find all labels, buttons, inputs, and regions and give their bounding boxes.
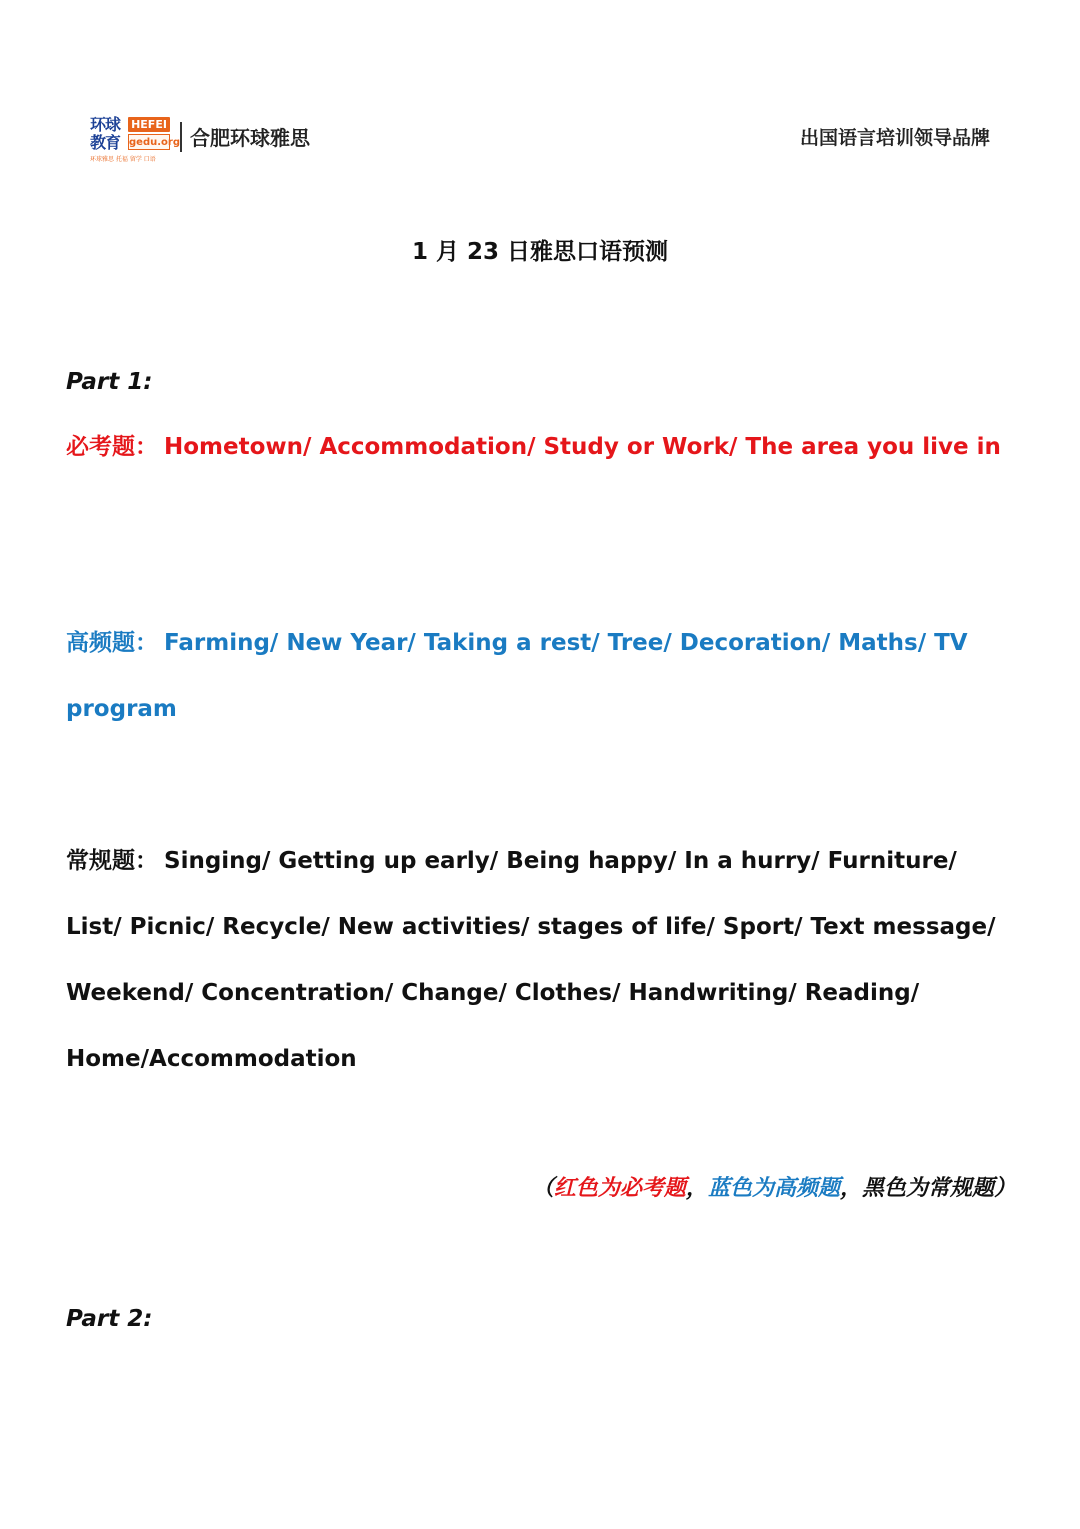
- part2-heading: Part 2:: [66, 1306, 153, 1332]
- color-legend: [532, 1172, 1016, 1206]
- page-title: 1 月 23 日雅思口语预测: [411, 239, 669, 265]
- high-frequency-label: 高频题：: [66, 630, 158, 656]
- legend-blue: 蓝色为高频题: [707, 1176, 840, 1201]
- header-slogan: 出国语言培训领导品牌: [799, 127, 990, 149]
- high-frequency-topics-text: Farming/ New Year/ Taking a rest/ Tree/ Decoration/ Maths/ TV program: [66, 630, 968, 722]
- logo-hefei-badge: HEFEI: [128, 117, 170, 132]
- logo-gedu-badge: gedu.org: [128, 134, 170, 150]
- legend-sep-1: ，: [685, 1176, 708, 1201]
- legend-open: （: [531, 1176, 554, 1201]
- required-topics-text: Hometown/ Accommodation/ Study or Work/ The area you live in: [164, 434, 1001, 460]
- gedu-logo: [90, 115, 180, 168]
- brand-name: 合肥环球雅思: [190, 126, 310, 150]
- legend-black: 黑色为常规题: [861, 1176, 994, 1201]
- legend-close: ）: [993, 1176, 1016, 1201]
- high-frequency-topics: [66, 610, 1016, 742]
- logo-tagline: 环球雅思 托福 留学 口语: [90, 156, 156, 163]
- header-divider: [180, 122, 182, 152]
- required-topics: [66, 414, 1016, 480]
- page-header: [0, 108, 1080, 164]
- part1-heading: Part 1:: [66, 369, 153, 395]
- regular-topics: [66, 828, 1016, 1092]
- required-label: 必考题：: [66, 434, 158, 460]
- legend-sep-2: ，: [839, 1176, 862, 1201]
- regular-topics-text: Singing/ Getting up early/ Being happy/ In a hurry/ Furniture/ List/ Picnic/ Recycle/ New activities/ stages of life/ Sport/ Text message/ Weekend/ Concentration/ Change/ Clothes/ Handwriting/ Reading/ Home/Accommodation: [66, 848, 996, 1072]
- regular-label: 常规题：: [66, 848, 158, 874]
- legend-red: 红色为必考题: [553, 1176, 686, 1201]
- logo-chinese-text: 环球教育: [90, 115, 121, 152]
